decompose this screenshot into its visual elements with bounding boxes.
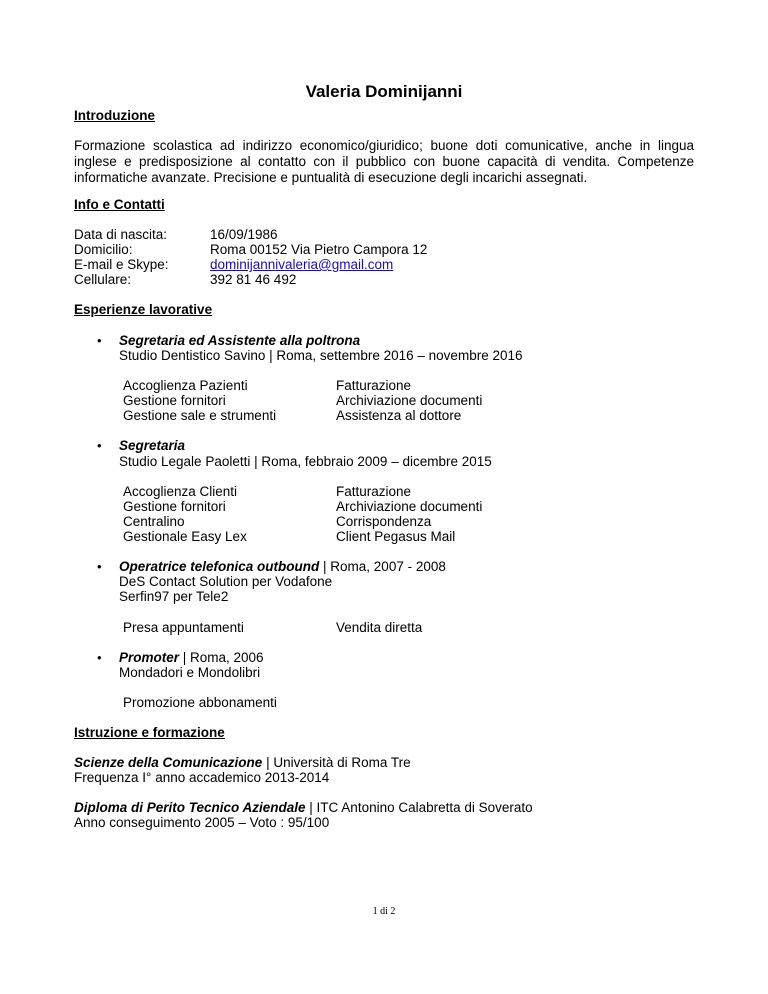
job-task: Vendita diretta	[336, 620, 423, 635]
education-suffix: | Università di Roma Tre	[262, 755, 411, 770]
bullet-icon: •	[97, 559, 102, 574]
job-task: Accoglienza Clienti	[123, 484, 238, 499]
job-title-suffix: | Roma, 2007 - 2008	[319, 559, 446, 574]
section-heading-education: Istruzione e formazione	[74, 725, 225, 740]
job-task: Gestione fornitori	[123, 393, 226, 408]
job-task: Archiviazione documenti	[336, 393, 483, 408]
job-task: Promozione abbonamenti	[123, 695, 277, 710]
contact-value: Roma 00152 Via Pietro Campora 12	[210, 242, 428, 257]
job-heading	[119, 650, 264, 665]
email-link[interactable]: dominijannivaleria@gmail.com	[210, 257, 394, 272]
intro-text: Formazione scolastica ad indirizzo economico/giuridico; buone doti comunicative, anche in lingua inglese e predisposizione al contatto con il pubblico con buone capacità di vendita. Competenze informatiche avanzate. Precisione e puntualità di esecuzione degli incarichi assegnati.	[74, 138, 694, 185]
contact-value: 392 81 46 492	[210, 272, 297, 287]
job-title-suffix: | Roma, 2006	[179, 650, 264, 665]
job-title: Promoter	[119, 650, 180, 665]
job-line: Mondadori e Mondolibri	[119, 665, 261, 680]
job-task: Accoglienza Pazienti	[123, 378, 248, 393]
job-task: Fatturazione	[336, 484, 412, 499]
job-title: Segretaria ed Assistente alla poltrona	[119, 333, 361, 348]
job-line: DeS Contact Solution per Vodafone	[119, 574, 333, 589]
job-task: Gestione sale e strumenti	[123, 408, 277, 423]
job-task: Archiviazione documenti	[336, 499, 483, 514]
education-title: Diploma di Perito Tecnico Aziendale	[74, 800, 306, 815]
contact-value: 16/09/1986	[210, 227, 278, 242]
section-heading-contacts: Info e Contatti	[74, 197, 165, 212]
contact-label: Data di nascita:	[74, 227, 168, 242]
job-detail: Studio Dentistico Savino | Roma, settembre 2016 – novembre 2016	[119, 348, 523, 363]
education-heading	[74, 755, 411, 770]
education-suffix: | ITC Antonino Calabretta di Soverato	[305, 800, 533, 815]
contact-label: E-mail e Skype:	[74, 257, 169, 272]
bullet-icon: •	[97, 650, 102, 665]
job-task: Gestionale Easy Lex	[123, 529, 247, 544]
job-task: Assistenza al dottore	[336, 408, 462, 423]
job-task: Centralino	[123, 514, 185, 529]
education-line: Anno conseguimento 2005 – Voto : 95/100	[74, 815, 330, 830]
contact-label: Domicilio:	[74, 242, 133, 257]
job-task: Corrispondenza	[336, 514, 432, 529]
education-title: Scienze della Comunicazione	[74, 755, 263, 770]
page-number: 1 di 2	[372, 906, 396, 917]
education-heading	[74, 800, 533, 815]
job-task: Presa appuntamenti	[123, 620, 244, 635]
job-title: Segretaria	[119, 438, 186, 453]
education-line: Frequenza I° anno accademico 2013-2014	[74, 770, 330, 785]
cv-name: Valeria Dominijanni	[305, 82, 463, 101]
bullet-icon: •	[97, 438, 102, 453]
contact-label: Cellulare:	[74, 272, 132, 287]
bullet-icon: •	[97, 333, 102, 348]
job-line: Serfin97 per Tele2	[119, 589, 229, 604]
section-heading-experience: Esperienze lavorative	[74, 302, 213, 317]
job-detail: Studio Legale Paoletti | Roma, febbraio 2009 – dicembre 2015	[119, 454, 492, 469]
job-task: Gestione fornitori	[123, 499, 226, 514]
job-heading	[119, 559, 446, 574]
job-title: Operatrice telefonica outbound	[119, 559, 320, 574]
job-task: Fatturazione	[336, 378, 412, 393]
section-heading-intro: Introduzione	[74, 108, 155, 123]
job-task: Client Pegasus Mail	[336, 529, 456, 544]
